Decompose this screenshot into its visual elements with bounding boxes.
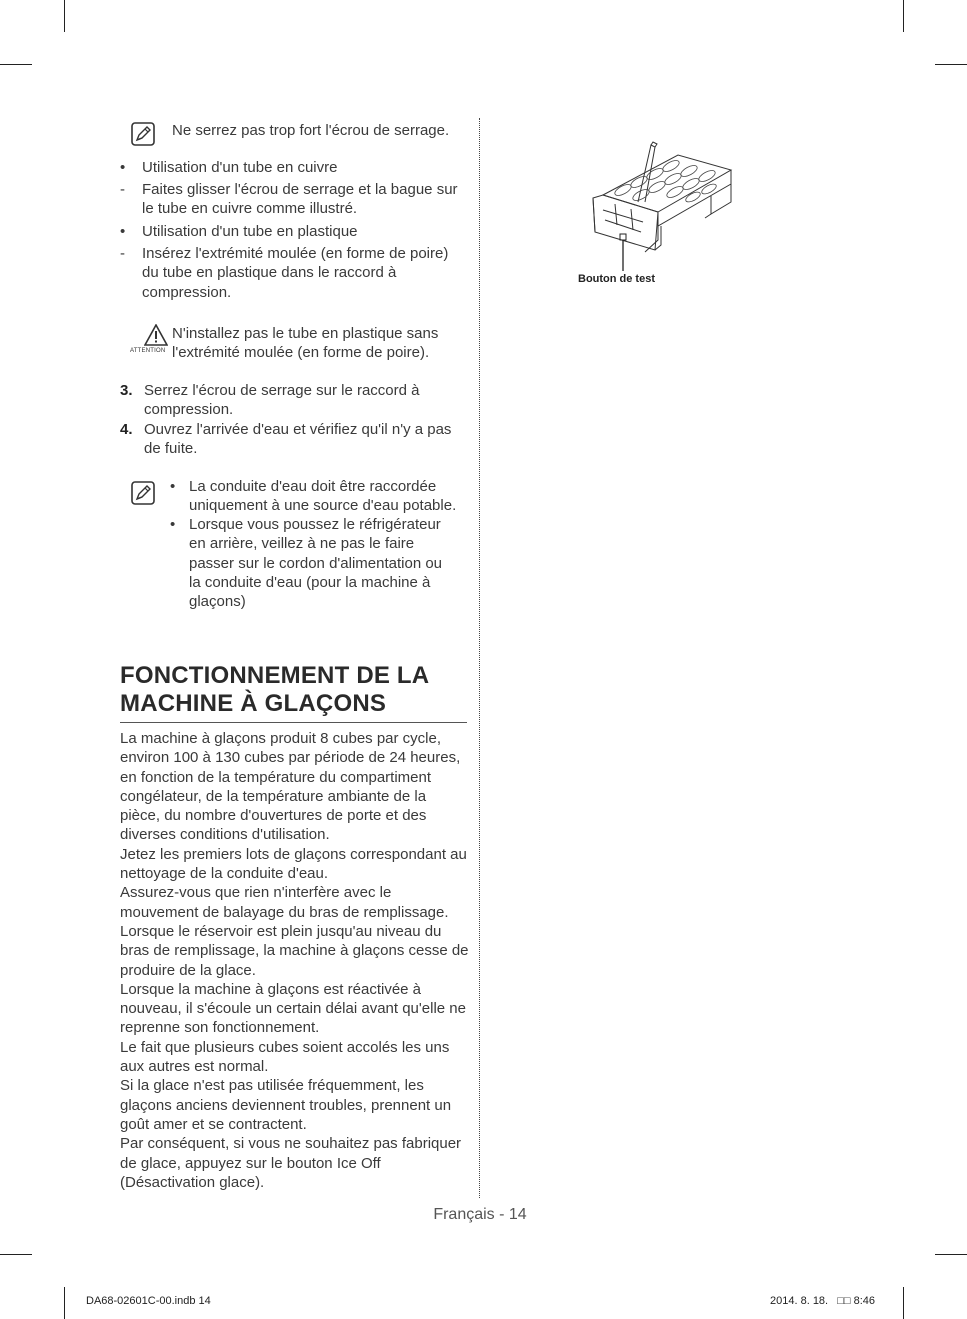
print-file-info: DA68-02601C-00.indb 14 xyxy=(86,1295,211,1307)
paragraph: Lorsque la machine à glaçons est réactivée à nouveau, il s'écoule un certain délai avant qu'elle ne reprenne son fonctionnement. xyxy=(120,980,466,1037)
crop-mark xyxy=(903,0,904,32)
caution-label: ATTENTION xyxy=(130,348,166,354)
list-item xyxy=(120,222,470,241)
bullet-text: Utilisation d'un tube en cuivre xyxy=(142,159,338,176)
step-text: Serrez l'écrou de serrage sur le raccord à compression. xyxy=(144,382,420,419)
crop-mark xyxy=(64,1287,65,1319)
bullet: • xyxy=(120,159,126,176)
dash-text: Insérez l'extrémité moulée (en forme de poire) du tube en plastique dans le raccord à compression. xyxy=(142,245,449,301)
section-body xyxy=(120,729,470,1192)
paragraph: La machine à glaçons produit 8 cubes par cycle, environ 100 à 130 cubes par période de 24 heures, en fonction de la température du compartiment congélateur, de la température ambiante de la pièce, du nombre d'ouvertures de porte et des diverses conditions d'utilisation. xyxy=(120,730,461,844)
warning-triangle-icon xyxy=(144,324,168,346)
note-pencil-icon xyxy=(131,481,155,505)
section-title: FONCTIONNEMENT DE LA MACHINE À GLAÇONS xyxy=(120,662,429,717)
paragraph: Lorsque le réservoir est plein jusqu'au niveau du bras de remplissage, la machine à glaçons cesse de produire de la glace. xyxy=(120,922,469,979)
step-number: 3. xyxy=(120,382,133,399)
figure-label: Bouton de test xyxy=(578,273,655,285)
list-item xyxy=(170,477,470,516)
ice-maker-illustration xyxy=(583,140,733,275)
dash-text: Faites glisser l'écrou de serrage et la bague sur le tube en cuivre comme illustré. xyxy=(142,181,458,218)
crop-mark xyxy=(0,1254,32,1255)
note-text: Ne serrez pas trop fort l'écrou de serrage. xyxy=(172,122,450,139)
step-item xyxy=(120,420,470,459)
bullet-text: Utilisation d'un tube en plastique xyxy=(142,223,358,240)
step-item xyxy=(120,381,470,420)
paragraph: Jetez les premiers lots de glaçons correspondant au nettoyage de la conduite d'eau. xyxy=(120,845,467,883)
bullet: • xyxy=(170,516,176,533)
list-item xyxy=(120,158,470,177)
paragraph: Assurez-vous que rien n'interfère avec le mouvement de balayage du bras de remplissage. xyxy=(120,884,449,921)
crop-mark xyxy=(903,1287,904,1319)
heading-divider xyxy=(120,722,467,723)
list-item xyxy=(170,515,470,611)
dash: - xyxy=(120,245,125,262)
print-date-info: 2014. 8. 18. □□ 8:46 xyxy=(770,1295,876,1307)
dash: - xyxy=(120,181,125,198)
crop-mark xyxy=(935,64,967,65)
paragraph: Si la glace n'est pas utilisée fréquemment, les glaçons anciens deviennent troubles, prennent un goût amer et se contractent. xyxy=(120,1077,452,1133)
list-item xyxy=(120,244,470,302)
step-text: Ouvrez l'arrivée d'eau et vérifiez qu'il n'y a pas de fuite. xyxy=(144,421,452,458)
note-item: Lorsque vous poussez le réfrigérateur en arrière, veillez à ne pas le faire passer sur le cordon d'alimentation ou la conduite d'eau (pour la machine à glaçons) xyxy=(189,516,443,611)
bullet: • xyxy=(170,478,176,495)
bullet: • xyxy=(120,223,126,240)
crop-mark xyxy=(64,0,65,32)
crop-mark xyxy=(935,1254,967,1255)
column-divider xyxy=(479,118,480,1198)
page-number: Français - 14 xyxy=(433,1206,527,1223)
caution-text: N'installez pas le tube en plastique sans l'extrémité moulée (en forme de poire). xyxy=(172,325,439,362)
step-number: 4. xyxy=(120,421,133,438)
paragraph: Par conséquent, si vous ne souhaitez pas fabriquer de glace, appuyez sur le bouton Ice Off (Désactivation glace). xyxy=(120,1135,462,1191)
list-item xyxy=(120,180,470,219)
crop-mark xyxy=(0,64,32,65)
paragraph: Le fait que plusieurs cubes soient accolés les uns aux autres est normal. xyxy=(120,1038,450,1076)
note-item: La conduite d'eau doit être raccordée uniquement à une source d'eau potable. xyxy=(189,478,457,515)
note-pencil-icon xyxy=(131,122,155,146)
